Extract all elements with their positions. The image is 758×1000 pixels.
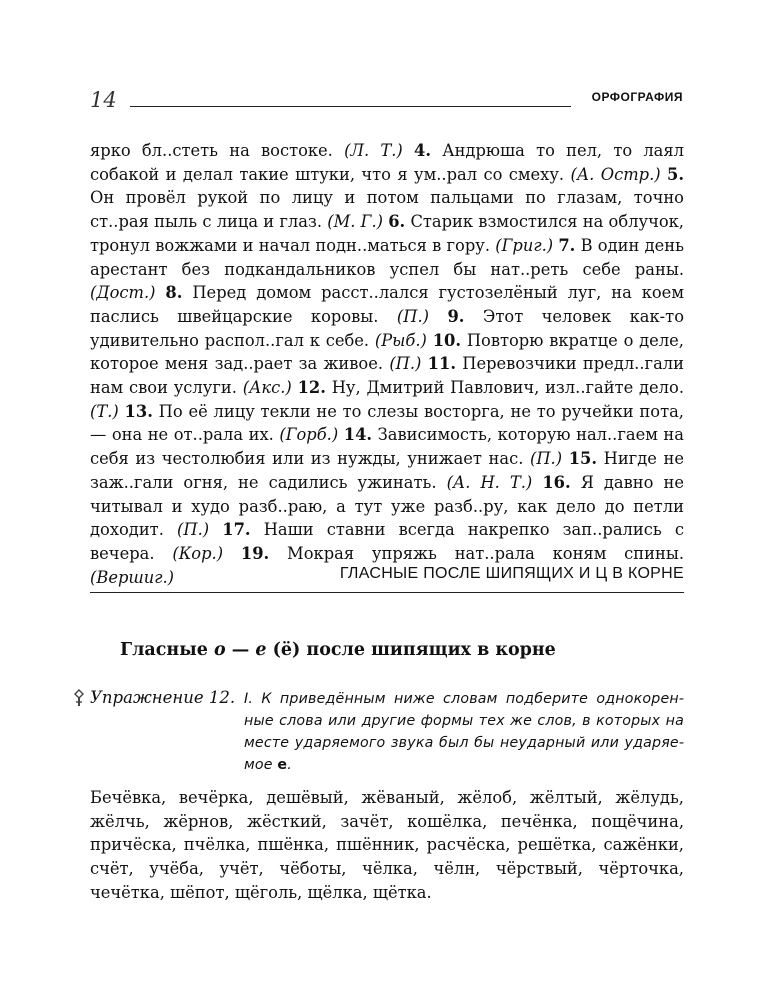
sentence-number: 8. bbox=[165, 283, 183, 303]
subsection-title: Гласные о — е (ё) после шипящих в корне bbox=[120, 640, 556, 660]
sentence-text: В один день арестант без подкандальников успел бы нат..реть себе раны. bbox=[90, 235, 684, 279]
source-citation: (Акс.) bbox=[242, 378, 292, 398]
sentence-text: Наши ставни всегда накрепко зап..рались с вечера. bbox=[90, 520, 684, 563]
exercise-sentences bbox=[90, 139, 684, 589]
sentence-item bbox=[172, 544, 684, 563]
source-citation: (Т.) bbox=[90, 401, 119, 421]
source-citation: (Л. Т.) bbox=[344, 141, 403, 160]
sentence-text: Зависимость, которую нал..гаем на себя из честолюбия или из нужды, унижает нас. bbox=[90, 425, 684, 469]
sentence-number: 12. bbox=[297, 378, 326, 398]
source-citation: (А. Остр.) bbox=[570, 164, 661, 184]
sentence-text: Андрюша то пел, то лаял собакой и делал такие штуки, что я ум..рал со смеху. bbox=[90, 141, 684, 184]
sentence-text: Он провёл рукой по лицу и потом пальцами по глазам, точно ст..рая пыль с лица и глаз. bbox=[90, 188, 684, 232]
sentence-text: По её лицу текли не то слезы восторга, не то ручейки пота, — она не от..рала их. bbox=[90, 401, 684, 445]
source-citation: (П.) bbox=[396, 306, 429, 326]
exercise-label: Упражнение 12. bbox=[90, 688, 236, 707]
sentence-number: 16. bbox=[542, 472, 571, 492]
sentence-number: 5. bbox=[667, 164, 684, 184]
page-number: 14 bbox=[90, 88, 117, 112]
exercise-marker-icon bbox=[72, 689, 86, 707]
sentence-number: 6. bbox=[388, 212, 406, 232]
sentence-text: Перевозчики предл..гали нам свои услуги. bbox=[90, 354, 684, 398]
sentence-text: Мокрая упряжь нат..рала коням спины. bbox=[287, 543, 684, 563]
sentence-number: 13. bbox=[124, 401, 153, 421]
sentence-text: Нигде не заж..гали огня, не садились ужинать. bbox=[90, 449, 684, 492]
header-rule bbox=[130, 106, 571, 107]
section-title: ГЛАСНЫЕ ПОСЛЕ ШИПЯЩИХ И Ц В КОРНЕ bbox=[339, 565, 684, 582]
section-rule bbox=[90, 592, 684, 593]
sentence-number: 7. bbox=[558, 235, 576, 255]
source-citation: (Вершиг.) bbox=[90, 567, 175, 587]
source-citation: (Григ.) bbox=[495, 235, 554, 255]
lead-text: ярко бл..стеть на востоке. bbox=[90, 141, 345, 160]
sentence-text: Старик взмостился на облучок, тронул вожжами и начал подн..маться в гору. bbox=[90, 212, 684, 255]
sentence-item bbox=[243, 378, 684, 397]
running-head: ОРФОГРАФИЯ bbox=[591, 90, 683, 104]
sentence-number: 19. bbox=[240, 543, 270, 563]
sentence-text: Перед домом расст..лался густозелёный луг, на коем паслись швейцарские коровы. bbox=[90, 283, 684, 326]
source-citation: (П.) bbox=[530, 449, 563, 469]
source-citation: (Горб.) bbox=[279, 425, 339, 445]
source-citation: (П.) bbox=[177, 520, 210, 540]
page-header bbox=[90, 90, 683, 116]
source-citation: (Рыб.) bbox=[374, 330, 427, 350]
word-list: Бечёвка, вечёрка, дешёвый, жёваный, жёлоб, жёлтый, жёлудь, жёлчь, жёрнов, жёсткий, зачёт, кошёлка, печёнка, пощёчина, причёска, пчёлка, пшёнка, пшённик, расчёска, решётка, сажёнки, счёт, учёба, учёт, чёботы, чёлка, чёлн, чёрствый, чёрточка, чечётка, шёпот, щёголь, щёлка, щётка. bbox=[90, 788, 684, 902]
sentence-text: Этот человек как-то удивительно распол..гал к себе. bbox=[90, 306, 684, 350]
sentence-number: 17. bbox=[222, 520, 251, 540]
sentence-text: Повторю вкратце о деле, которое меня зад..рает за живое. bbox=[90, 330, 684, 374]
sentence-text: Я давно не читывал и худо разб..раю, а тут уже разб..ру, как дело до петли доходит. bbox=[90, 472, 684, 540]
sentence-number: 14. bbox=[343, 425, 373, 445]
source-citation: (Дост.) bbox=[90, 283, 156, 303]
source-citation: (М. Г.) bbox=[327, 212, 383, 232]
sentence-number: 11. bbox=[427, 354, 456, 374]
sentence-number: 10. bbox=[432, 330, 462, 350]
source-citation: (А. Н. Т.) bbox=[446, 472, 533, 492]
source-citation: (П.) bbox=[389, 354, 422, 374]
sentence-number: 15. bbox=[568, 449, 598, 469]
exercise-instruction: I. К приведённым ниже словам подберите однокоренные слова или другие формы тех же слов, в которых на месте ударяемого звука был бы неударный или ударяемое е. bbox=[244, 691, 684, 773]
sentence-text: Ну, Дмитрий Павлович, изл..гайте дело. bbox=[331, 378, 684, 398]
sentence-number: 9. bbox=[447, 306, 465, 326]
source-citation: (Кор.) bbox=[172, 543, 224, 563]
sentence-number: 4. bbox=[414, 141, 432, 160]
sentence-list bbox=[90, 141, 684, 563]
